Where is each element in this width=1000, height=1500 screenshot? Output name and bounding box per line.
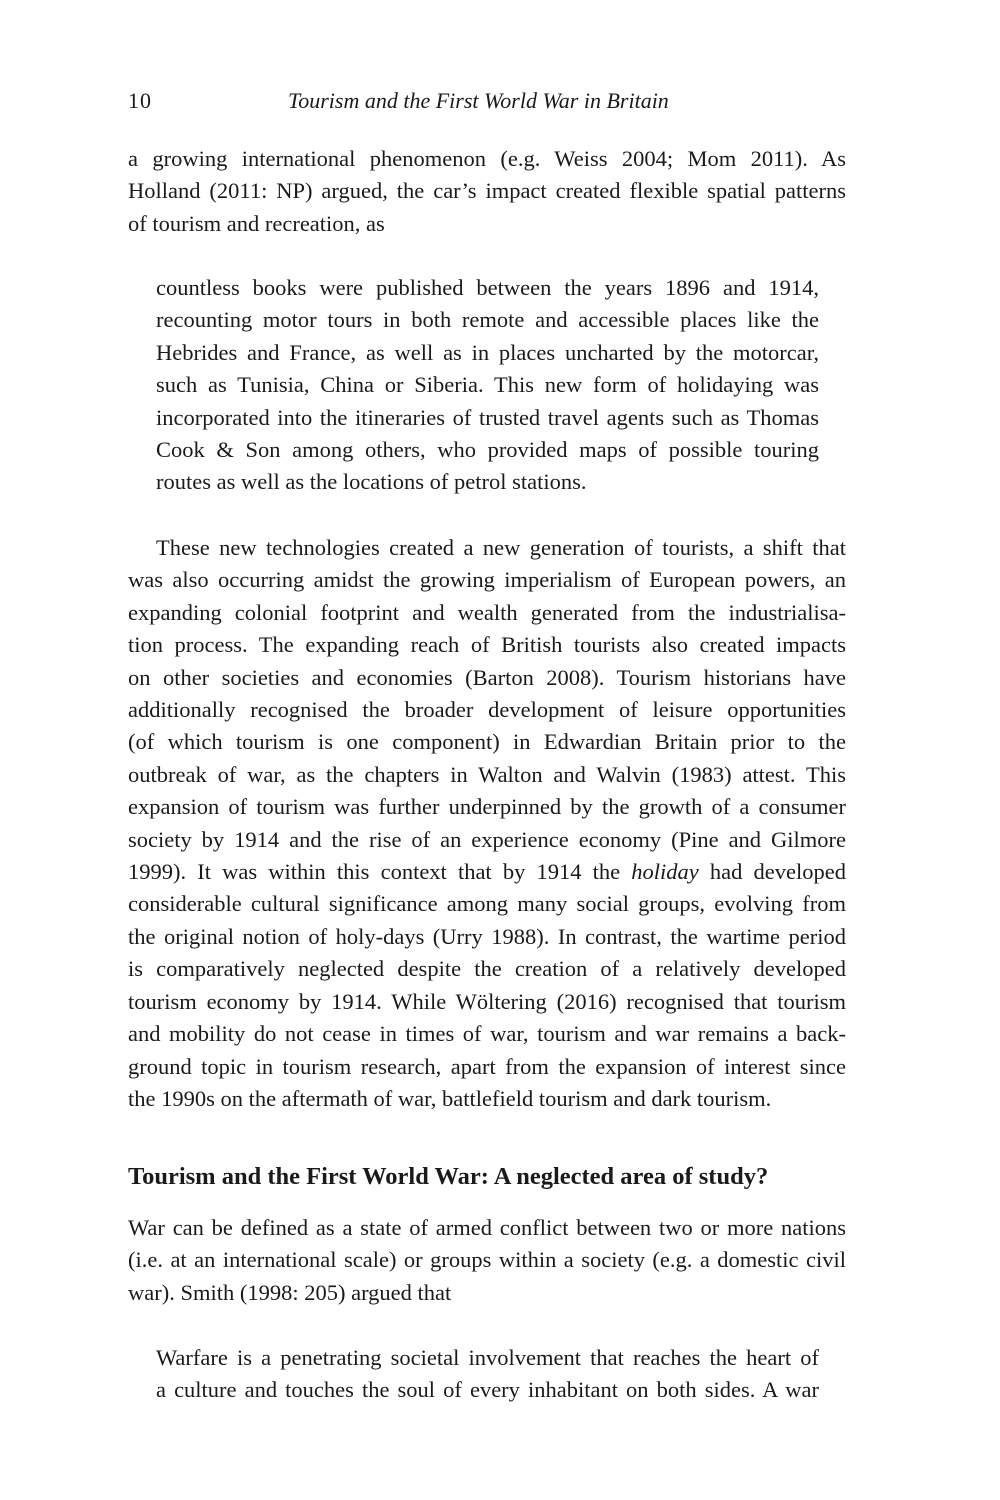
text-line: was also occurring amidst the growing imperialism of European powers, an	[128, 567, 846, 593]
running-head	[128, 88, 846, 118]
text-line: tourism economy by 1914. While Wöltering (2016) recognised that tourism	[128, 988, 846, 1014]
text-line: considerable cultural significance among many social groups, evolving from	[128, 891, 846, 917]
text-line: (of which tourism is one component) in Edwardian Britain prior to the	[128, 729, 846, 755]
text-line: the original notion of holy-days (Urry 1988). In contrast, the wartime period	[128, 923, 846, 949]
quote-line: routes as well as the locations of petrol stations.	[156, 469, 587, 495]
text-run: had developed	[709, 859, 847, 885]
text-line: expansion of tourism was further underpinned by the growth of a consumer	[128, 794, 846, 820]
text-line: (i.e. at an international scale) or groups within a society (e.g. a domestic civil	[128, 1247, 846, 1273]
text-line: tion process. The expanding reach of British tourists also created impacts	[128, 632, 846, 658]
text-line: outbreak of war, as the chapters in Walton and Walvin (1983) attest. This	[128, 761, 846, 787]
quote-line: recounting motor tours in both remote and accessible places like the	[156, 307, 819, 333]
section-heading: Tourism and the First World War: A neglected area of study?	[128, 1163, 769, 1190]
text-line: ground topic in tourism research, apart from the expansion of interest since	[128, 1053, 846, 1079]
text-line: is comparatively neglected despite the creation of a relatively developed	[128, 956, 846, 982]
running-title: Tourism and the First World War in Britain	[288, 88, 669, 113]
italic-term-holiday: holiday	[631, 859, 699, 885]
text-line: the 1990s on the aftermath of war, battlefield tourism and dark tourism.	[128, 1085, 772, 1111]
text-line: of tourism and recreation, as	[128, 210, 385, 236]
text-line: on other societies and economies (Barton 2008). Tourism historians have	[128, 664, 846, 690]
paragraph-new-technologies	[128, 532, 846, 1115]
quote-line: such as Tunisia, China or Siberia. This new form of holidaying was	[156, 372, 819, 398]
text-line-with-italic	[128, 856, 846, 888]
text-line: expanding colonial footprint and wealth generated from the industrialisa-	[128, 599, 846, 625]
text-line: a growing international phenomenon (e.g. Weiss 2004; Mom 2011). As	[128, 146, 846, 171]
text-line: and mobility do not cease in times of war, tourism and war remains a back-	[128, 1021, 846, 1047]
block-quote-motor-tours	[156, 272, 819, 499]
paragraph-intro-continued	[128, 143, 846, 240]
quote-line: Cook & Son among others, who provided maps of possible touring	[156, 437, 819, 463]
text-line: society by 1914 and the rise of an experience economy (Pine and Gilmore	[128, 826, 846, 852]
quote-line: Warfare is a penetrating societal involvement that reaches the heart of	[156, 1345, 819, 1370]
quote-line: Hebrides and France, as well as in places uncharted by the motorcar,	[156, 339, 819, 365]
text-line: Holland (2011: NP) argued, the car’s impact created flexible spatial patterns	[128, 178, 846, 204]
block-quote-warfare	[156, 1342, 819, 1407]
quote-line: a culture and touches the soul of every inhabitant on both sides. A war	[156, 1377, 819, 1403]
text-line: war). Smith (1998: 205) argued that	[128, 1279, 452, 1305]
quote-line: incorporated into the itineraries of trusted travel agents such as Thomas	[156, 404, 819, 430]
text-line: additionally recognised the broader development of leisure opportunities	[128, 697, 846, 723]
text-run: 1999). It was within this context that by 1914 the	[128, 859, 621, 885]
quote-line: countless books were published between the years 1896 and 1914,	[156, 275, 819, 300]
text-line: War can be defined as a state of armed conflict between two or more nations	[128, 1215, 846, 1240]
paragraph-war-definition	[128, 1212, 846, 1309]
text-line: These new technologies created a new generation of tourists, a shift that	[156, 535, 846, 560]
page-number: 10	[128, 88, 152, 113]
